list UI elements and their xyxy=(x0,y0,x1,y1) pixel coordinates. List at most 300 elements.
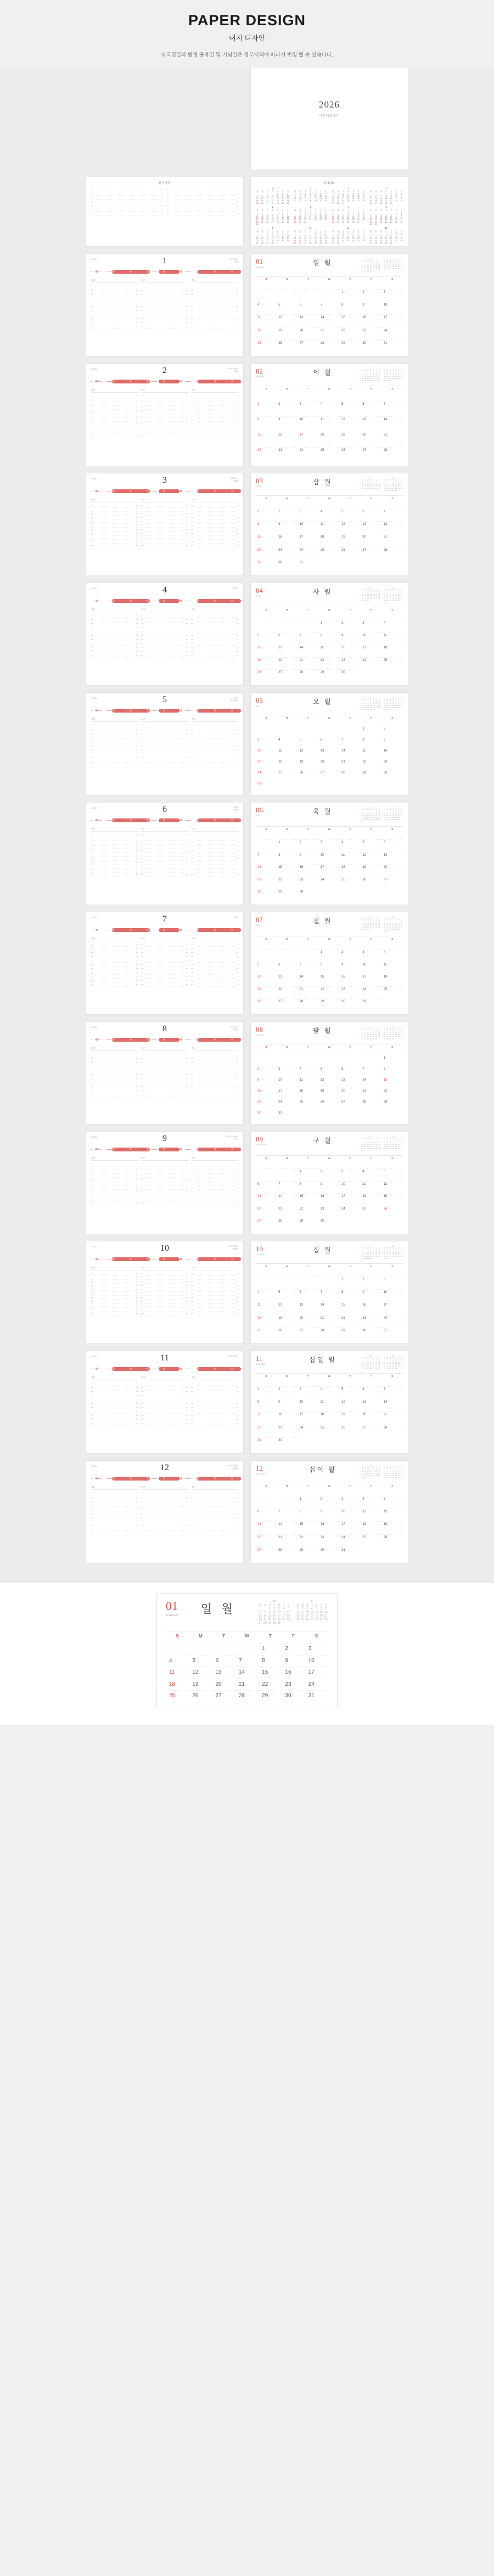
calendar-cell[interactable]: 24 xyxy=(382,1315,403,1327)
calendar-cell[interactable]: 1 xyxy=(340,1276,361,1289)
calendar-cell[interactable]: 23 xyxy=(298,877,319,889)
calendar-cell[interactable]: 9 xyxy=(319,1181,340,1194)
calendar-cell[interactable]: 28 xyxy=(382,547,403,560)
calendar-cell[interactable]: 16 xyxy=(298,864,319,877)
calendar-cell[interactable]: 16 xyxy=(277,1411,297,1424)
calendar-cell[interactable]: 21 xyxy=(382,1411,403,1424)
calendar-cell[interactable]: 19 xyxy=(277,327,297,340)
calendar-cell[interactable]: 19 xyxy=(319,1088,340,1099)
calendar-cell[interactable]: 20 xyxy=(361,1411,381,1424)
calendar-cell[interactable]: 31 xyxy=(361,998,381,1011)
calendar-cell[interactable]: 11 xyxy=(298,1077,319,1088)
calendar-cell[interactable]: 3 xyxy=(382,289,403,302)
calendar-cell[interactable]: 16 xyxy=(319,1193,340,1206)
calendar-cell[interactable]: 17 xyxy=(277,1088,297,1099)
calendar-cell[interactable]: 29 xyxy=(340,1327,361,1340)
calendar-cell[interactable]: 1 xyxy=(256,509,277,521)
calendar-cell[interactable]: 5 xyxy=(256,962,277,974)
calendar-cell[interactable]: 24 xyxy=(382,327,403,340)
calendar-cell[interactable]: 17 xyxy=(319,864,340,877)
calendar-cell[interactable]: 28 xyxy=(319,1327,340,1340)
calendar-cell[interactable]: 27 xyxy=(298,1327,319,1340)
calendar-cell[interactable]: 4 xyxy=(319,1386,340,1399)
calendar-cell[interactable]: 25 xyxy=(382,986,403,999)
calendar-cell[interactable]: 5 xyxy=(256,632,277,645)
calendar-cell[interactable]: 12 xyxy=(256,645,277,657)
calendar-cell[interactable]: 9 xyxy=(256,1077,277,1088)
calendar-cell[interactable]: 26 xyxy=(340,447,361,462)
calendar-cell[interactable]: 29 xyxy=(382,1099,403,1110)
calendar-cell[interactable]: 11 xyxy=(361,1181,381,1194)
calendar-cell[interactable]: 29 xyxy=(298,1547,319,1560)
calendar-cell[interactable]: 22 xyxy=(361,759,381,770)
calendar-cell[interactable]: 22 xyxy=(340,1315,361,1327)
calendar-cell[interactable]: 21 xyxy=(277,1206,297,1218)
calendar-cell[interactable]: 3 xyxy=(361,949,381,962)
calendar-cell[interactable]: 4 xyxy=(256,302,277,314)
calendar-cell[interactable]: 10 xyxy=(277,1077,297,1088)
calendar-cell[interactable]: 7 xyxy=(256,852,277,865)
calendar-cell[interactable]: 13 xyxy=(256,1193,277,1206)
calendar-cell[interactable]: 27 xyxy=(277,669,297,682)
calendar-cell[interactable]: 20 xyxy=(361,534,381,546)
calendar-cell[interactable]: 9 xyxy=(340,962,361,974)
calendar-cell[interactable]: 25 xyxy=(277,770,297,781)
calendar-cell[interactable]: 19 xyxy=(256,657,277,670)
calendar-cell[interactable]: 6 xyxy=(361,509,381,521)
calendar-cell[interactable]: 17 xyxy=(298,1411,319,1424)
calendar-cell[interactable]: 19 xyxy=(340,432,361,447)
calendar-cell[interactable]: 7 xyxy=(298,962,319,974)
calendar-cell[interactable]: 15 xyxy=(256,534,277,546)
calendar-cell[interactable]: 4 xyxy=(256,1289,277,1302)
calendar-cell[interactable]: 5 xyxy=(382,1496,403,1509)
calendar-cell[interactable]: 1 xyxy=(277,839,297,852)
calendar-cell[interactable]: 5 xyxy=(340,509,361,521)
calendar-cell[interactable]: 12 xyxy=(340,416,361,432)
calendar-cell[interactable]: 19 xyxy=(361,864,381,877)
calendar-cell[interactable]: 15 xyxy=(319,645,340,657)
calendar-cell[interactable]: 30 xyxy=(361,1327,381,1340)
calendar-cell[interactable]: 6 xyxy=(319,737,340,748)
calendar-cell[interactable]: 20 xyxy=(277,986,297,999)
calendar-cell[interactable]: 4 xyxy=(361,1496,381,1509)
calendar-cell[interactable]: 23 xyxy=(319,1206,340,1218)
calendar-cell[interactable]: 25 xyxy=(298,1099,319,1110)
calendar-cell[interactable]: 2 xyxy=(277,509,297,521)
calendar-cell[interactable]: 8 xyxy=(340,1289,361,1302)
calendar-cell[interactable]: 30 xyxy=(319,1547,340,1560)
enlarged-cell[interactable]: 22 xyxy=(259,1679,282,1691)
calendar-cell[interactable]: 21 xyxy=(382,432,403,447)
calendar-cell[interactable]: 27 xyxy=(277,998,297,1011)
calendar-cell[interactable]: 9 xyxy=(382,737,403,748)
calendar-cell[interactable]: 18 xyxy=(319,432,340,447)
calendar-cell[interactable]: 29 xyxy=(340,340,361,353)
calendar-cell[interactable]: 27 xyxy=(382,877,403,889)
calendar-cell[interactable]: 28 xyxy=(361,1099,381,1110)
calendar-cell[interactable]: 8 xyxy=(277,852,297,865)
calendar-cell[interactable]: 2 xyxy=(298,839,319,852)
enlarged-cell[interactable]: 30 xyxy=(282,1690,305,1702)
calendar-cell[interactable]: 27 xyxy=(361,1425,381,1437)
calendar-cell[interactable]: 22 xyxy=(382,1088,403,1099)
calendar-cell[interactable]: 8 xyxy=(256,416,277,432)
calendar-cell[interactable]: 3 xyxy=(382,1276,403,1289)
calendar-cell[interactable]: 6 xyxy=(382,839,403,852)
calendar-cell[interactable]: 16 xyxy=(361,314,381,327)
calendar-cell[interactable]: 2 xyxy=(319,1168,340,1181)
calendar-cell[interactable]: 27 xyxy=(256,1218,277,1230)
calendar-cell[interactable]: 27 xyxy=(256,1547,277,1560)
calendar-cell[interactable]: 15 xyxy=(256,432,277,447)
calendar-cell[interactable]: 12 xyxy=(382,1509,403,1521)
calendar-cell[interactable]: 30 xyxy=(340,998,361,1011)
calendar-cell[interactable]: 27 xyxy=(298,340,319,353)
calendar-cell[interactable]: 7 xyxy=(361,1066,381,1077)
calendar-cell[interactable]: 11 xyxy=(256,1302,277,1314)
calendar-cell[interactable]: 12 xyxy=(340,521,361,534)
calendar-cell[interactable]: 17 xyxy=(298,432,319,447)
calendar-cell[interactable]: 14 xyxy=(298,645,319,657)
calendar-cell[interactable]: 28 xyxy=(298,998,319,1011)
calendar-cell[interactable]: 29 xyxy=(361,770,381,781)
calendar-cell[interactable]: 8 xyxy=(382,1066,403,1077)
calendar-cell[interactable]: 21 xyxy=(361,1088,381,1099)
calendar-cell[interactable]: 9 xyxy=(340,632,361,645)
calendar-cell[interactable]: 28 xyxy=(256,889,277,901)
calendar-cell[interactable]: 19 xyxy=(340,534,361,546)
calendar-cell[interactable]: 26 xyxy=(340,547,361,560)
calendar-cell[interactable]: 19 xyxy=(382,1521,403,1534)
calendar-cell[interactable]: 20 xyxy=(256,1206,277,1218)
calendar-cell[interactable]: 13 xyxy=(361,416,381,432)
calendar-cell[interactable]: 15 xyxy=(256,1411,277,1424)
calendar-cell[interactable]: 7 xyxy=(277,1509,297,1521)
calendar-cell[interactable]: 5 xyxy=(340,1386,361,1399)
calendar-cell[interactable]: 3 xyxy=(340,1168,361,1181)
calendar-cell[interactable]: 17 xyxy=(361,645,381,657)
calendar-cell[interactable]: 22 xyxy=(340,327,361,340)
enlarged-cell[interactable]: 8 xyxy=(259,1655,282,1667)
calendar-cell[interactable]: 13 xyxy=(277,974,297,986)
calendar-cell[interactable]: 23 xyxy=(277,547,297,560)
calendar-cell[interactable]: 10 xyxy=(382,1289,403,1302)
calendar-cell[interactable]: 18 xyxy=(361,1193,381,1206)
calendar-cell[interactable]: 1 xyxy=(361,726,381,737)
calendar-cell[interactable]: 1 xyxy=(256,401,277,416)
calendar-cell[interactable]: 13 xyxy=(298,1302,319,1314)
calendar-cell[interactable]: 28 xyxy=(277,1547,297,1560)
calendar-cell[interactable]: 26 xyxy=(340,1425,361,1437)
calendar-cell[interactable]: 20 xyxy=(298,1315,319,1327)
calendar-cell[interactable]: 25 xyxy=(319,547,340,560)
calendar-cell[interactable]: 17 xyxy=(340,1521,361,1534)
calendar-cell[interactable]: 16 xyxy=(382,748,403,759)
calendar-cell[interactable]: 10 xyxy=(298,521,319,534)
calendar-cell[interactable]: 14 xyxy=(382,416,403,432)
calendar-cell[interactable]: 24 xyxy=(256,770,277,781)
calendar-cell[interactable]: 7 xyxy=(382,509,403,521)
calendar-cell[interactable]: 12 xyxy=(298,748,319,759)
enlarged-cell[interactable]: 21 xyxy=(235,1679,259,1691)
enlarged-cell[interactable]: 1 xyxy=(259,1643,282,1655)
calendar-cell[interactable]: 10 xyxy=(361,962,381,974)
calendar-cell[interactable]: 18 xyxy=(277,759,297,770)
calendar-cell[interactable]: 14 xyxy=(256,864,277,877)
calendar-cell[interactable]: 5 xyxy=(319,1066,340,1077)
calendar-cell[interactable]: 13 xyxy=(298,314,319,327)
enlarged-cell[interactable]: 23 xyxy=(282,1679,305,1691)
calendar-cell[interactable]: 15 xyxy=(298,1193,319,1206)
calendar-cell[interactable]: 15 xyxy=(382,1077,403,1088)
calendar-cell[interactable]: 25 xyxy=(361,1206,381,1218)
calendar-cell[interactable]: 1 xyxy=(319,949,340,962)
enlarged-cell[interactable]: 7 xyxy=(235,1655,259,1667)
calendar-cell[interactable]: 12 xyxy=(319,1077,340,1088)
calendar-cell[interactable]: 3 xyxy=(277,1066,297,1077)
calendar-cell[interactable]: 18 xyxy=(382,974,403,986)
calendar-cell[interactable]: 16 xyxy=(256,1088,277,1099)
calendar-cell[interactable]: 19 xyxy=(256,986,277,999)
enlarged-cell[interactable]: 2 xyxy=(282,1643,305,1655)
calendar-cell[interactable]: 14 xyxy=(340,748,361,759)
calendar-cell[interactable]: 4 xyxy=(277,737,297,748)
calendar-cell[interactable]: 8 xyxy=(256,1399,277,1411)
calendar-cell[interactable]: 26 xyxy=(361,877,381,889)
calendar-cell[interactable]: 12 xyxy=(256,974,277,986)
calendar-cell[interactable]: 9 xyxy=(361,1289,381,1302)
calendar-cell[interactable]: 8 xyxy=(340,302,361,314)
calendar-cell[interactable]: 12 xyxy=(277,314,297,327)
calendar-cell[interactable]: 20 xyxy=(298,327,319,340)
calendar-cell[interactable]: 8 xyxy=(298,1181,319,1194)
calendar-cell[interactable]: 28 xyxy=(319,340,340,353)
enlarged-cell[interactable]: 26 xyxy=(189,1690,212,1702)
calendar-cell[interactable]: 12 xyxy=(340,1399,361,1411)
calendar-cell[interactable]: 2 xyxy=(256,1066,277,1077)
calendar-cell[interactable]: 28 xyxy=(340,770,361,781)
calendar-cell[interactable]: 11 xyxy=(382,632,403,645)
calendar-cell[interactable]: 8 xyxy=(361,737,381,748)
calendar-cell[interactable]: 20 xyxy=(319,759,340,770)
calendar-cell[interactable]: 30 xyxy=(277,560,297,572)
calendar-cell[interactable]: 16 xyxy=(277,534,297,546)
calendar-cell[interactable]: 5 xyxy=(298,737,319,748)
calendar-cell[interactable]: 30 xyxy=(382,770,403,781)
calendar-cell[interactable]: 4 xyxy=(361,1168,381,1181)
calendar-cell[interactable]: 7 xyxy=(382,1386,403,1399)
calendar-cell[interactable]: 27 xyxy=(361,547,381,560)
calendar-cell[interactable]: 2 xyxy=(361,1276,381,1289)
calendar-cell[interactable]: 21 xyxy=(277,1534,297,1547)
calendar-cell[interactable]: 1 xyxy=(340,289,361,302)
enlarged-cell[interactable]: 20 xyxy=(212,1679,235,1691)
calendar-cell[interactable]: 18 xyxy=(256,327,277,340)
calendar-cell[interactable]: 11 xyxy=(256,314,277,327)
calendar-cell[interactable]: 19 xyxy=(340,1411,361,1424)
enlarged-cell[interactable]: 4 xyxy=(166,1655,189,1667)
calendar-cell[interactable]: 22 xyxy=(319,986,340,999)
calendar-cell[interactable]: 21 xyxy=(298,986,319,999)
calendar-cell[interactable]: 4 xyxy=(382,949,403,962)
calendar-cell[interactable]: 9 xyxy=(298,852,319,865)
enlarged-cell[interactable]: 12 xyxy=(189,1667,212,1679)
calendar-cell[interactable]: 5 xyxy=(277,302,297,314)
calendar-cell[interactable]: 23 xyxy=(361,327,381,340)
calendar-cell[interactable]: 6 xyxy=(256,1509,277,1521)
calendar-cell[interactable]: 23 xyxy=(382,759,403,770)
calendar-cell[interactable]: 20 xyxy=(277,657,297,670)
calendar-cell[interactable]: 22 xyxy=(256,447,277,462)
calendar-cell[interactable]: 23 xyxy=(340,657,361,670)
calendar-cell[interactable]: 19 xyxy=(298,759,319,770)
calendar-cell[interactable]: 17 xyxy=(298,534,319,546)
calendar-cell[interactable]: 9 xyxy=(277,416,297,432)
calendar-cell[interactable]: 24 xyxy=(361,657,381,670)
calendar-cell[interactable]: 23 xyxy=(256,1099,277,1110)
calendar-cell[interactable]: 10 xyxy=(382,302,403,314)
calendar-cell[interactable]: 14 xyxy=(361,1077,381,1088)
calendar-cell[interactable]: 20 xyxy=(256,1534,277,1547)
calendar-cell[interactable]: 2 xyxy=(277,1386,297,1399)
calendar-cell[interactable]: 27 xyxy=(340,1099,361,1110)
calendar-cell[interactable]: 6 xyxy=(256,1181,277,1194)
calendar-cell[interactable]: 7 xyxy=(340,737,361,748)
calendar-cell[interactable]: 3 xyxy=(298,1386,319,1399)
enlarged-cell[interactable]: 5 xyxy=(189,1655,212,1667)
calendar-cell[interactable]: 1 xyxy=(382,1055,403,1066)
calendar-cell[interactable]: 28 xyxy=(382,447,403,462)
calendar-cell[interactable]: 4 xyxy=(319,401,340,416)
calendar-cell[interactable]: 20 xyxy=(340,1088,361,1099)
calendar-cell[interactable]: 2 xyxy=(340,949,361,962)
calendar-cell[interactable]: 15 xyxy=(340,1302,361,1314)
calendar-cell[interactable]: 13 xyxy=(361,1399,381,1411)
calendar-cell[interactable]: 31 xyxy=(382,340,403,353)
enlarged-cell[interactable]: 9 xyxy=(282,1655,305,1667)
calendar-cell[interactable]: 1 xyxy=(298,1496,319,1509)
calendar-cell[interactable]: 8 xyxy=(319,962,340,974)
calendar-cell[interactable]: 6 xyxy=(298,302,319,314)
calendar-cell[interactable]: 2 xyxy=(277,401,297,416)
calendar-cell[interactable]: 3 xyxy=(340,1496,361,1509)
calendar-cell[interactable]: 26 xyxy=(277,340,297,353)
calendar-cell[interactable]: 29 xyxy=(277,889,297,901)
calendar-cell[interactable]: 21 xyxy=(298,657,319,670)
calendar-cell[interactable]: 29 xyxy=(319,998,340,1011)
calendar-cell[interactable]: 10 xyxy=(361,632,381,645)
calendar-cell[interactable]: 12 xyxy=(361,852,381,865)
calendar-cell[interactable]: 30 xyxy=(361,340,381,353)
calendar-cell[interactable]: 18 xyxy=(319,1411,340,1424)
calendar-cell[interactable]: 18 xyxy=(319,534,340,546)
enlarged-cell[interactable]: 14 xyxy=(235,1667,259,1679)
calendar-cell[interactable]: 26 xyxy=(256,669,277,682)
calendar-cell[interactable]: 30 xyxy=(277,1437,297,1450)
calendar-cell[interactable]: 6 xyxy=(298,1289,319,1302)
calendar-cell[interactable]: 25 xyxy=(382,657,403,670)
calendar-cell[interactable]: 21 xyxy=(382,534,403,546)
calendar-cell[interactable]: 3 xyxy=(298,401,319,416)
calendar-cell[interactable]: 2 xyxy=(319,1496,340,1509)
calendar-cell[interactable]: 3 xyxy=(256,737,277,748)
calendar-cell[interactable]: 23 xyxy=(319,1534,340,1547)
calendar-cell[interactable]: 25 xyxy=(256,1327,277,1340)
enlarged-cell[interactable]: 19 xyxy=(189,1679,212,1691)
calendar-cell[interactable]: 26 xyxy=(256,998,277,1011)
calendar-cell[interactable]: 20 xyxy=(382,864,403,877)
calendar-cell[interactable]: 9 xyxy=(277,521,297,534)
calendar-cell[interactable]: 24 xyxy=(298,547,319,560)
calendar-cell[interactable]: 23 xyxy=(361,1315,381,1327)
calendar-cell[interactable]: 7 xyxy=(319,302,340,314)
calendar-cell[interactable]: 25 xyxy=(319,1425,340,1437)
calendar-cell[interactable]: 11 xyxy=(382,962,403,974)
enlarged-cell[interactable]: 16 xyxy=(282,1667,305,1679)
calendar-cell[interactable]: 18 xyxy=(340,864,361,877)
calendar-cell[interactable]: 3 xyxy=(361,620,381,632)
calendar-cell[interactable]: 1 xyxy=(298,1168,319,1181)
calendar-cell[interactable]: 8 xyxy=(319,632,340,645)
calendar-cell[interactable]: 31 xyxy=(298,560,319,572)
calendar-cell[interactable]: 22 xyxy=(298,1206,319,1218)
enlarged-cell[interactable]: 18 xyxy=(166,1679,189,1691)
calendar-cell[interactable]: 24 xyxy=(340,1534,361,1547)
calendar-cell[interactable]: 17 xyxy=(382,1302,403,1314)
calendar-cell[interactable]: 16 xyxy=(361,1302,381,1314)
calendar-cell[interactable]: 29 xyxy=(298,1218,319,1230)
calendar-cell[interactable]: 6 xyxy=(361,401,381,416)
calendar-cell[interactable]: 11 xyxy=(319,521,340,534)
calendar-cell[interactable]: 18 xyxy=(256,1315,277,1327)
calendar-cell[interactable]: 9 xyxy=(277,1399,297,1411)
calendar-cell[interactable]: 14 xyxy=(319,314,340,327)
calendar-cell[interactable]: 26 xyxy=(277,1327,297,1340)
calendar-cell[interactable]: 30 xyxy=(319,1218,340,1230)
calendar-cell[interactable]: 31 xyxy=(340,1547,361,1560)
calendar-cell[interactable]: 5 xyxy=(340,401,361,416)
calendar-cell[interactable]: 15 xyxy=(319,974,340,986)
calendar-cell[interactable]: 26 xyxy=(382,1206,403,1218)
calendar-cell[interactable]: 31 xyxy=(256,781,277,792)
enlarged-cell[interactable]: 29 xyxy=(259,1690,282,1702)
calendar-cell[interactable]: 27 xyxy=(361,447,381,462)
calendar-cell[interactable]: 7 xyxy=(382,401,403,416)
calendar-cell[interactable]: 6 xyxy=(340,1066,361,1077)
calendar-cell[interactable]: 25 xyxy=(340,877,361,889)
calendar-cell[interactable]: 7 xyxy=(298,632,319,645)
calendar-cell[interactable]: 8 xyxy=(298,1509,319,1521)
calendar-cell[interactable]: 12 xyxy=(277,1302,297,1314)
calendar-cell[interactable]: 11 xyxy=(340,852,361,865)
calendar-cell[interactable]: 18 xyxy=(298,1088,319,1099)
calendar-cell[interactable]: 22 xyxy=(319,657,340,670)
calendar-cell[interactable]: 29 xyxy=(256,1437,277,1450)
calendar-cell[interactable]: 13 xyxy=(382,852,403,865)
calendar-cell[interactable]: 17 xyxy=(340,1193,361,1206)
enlarged-cell[interactable]: 11 xyxy=(166,1667,189,1679)
calendar-cell[interactable]: 15 xyxy=(277,864,297,877)
enlarged-cell[interactable]: 28 xyxy=(235,1690,259,1702)
enlarged-cell[interactable]: 6 xyxy=(212,1655,235,1667)
calendar-cell[interactable]: 2 xyxy=(361,289,381,302)
calendar-cell[interactable]: 7 xyxy=(277,1181,297,1194)
calendar-cell[interactable]: 2 xyxy=(382,726,403,737)
enlarged-cell[interactable]: 31 xyxy=(305,1690,328,1702)
calendar-cell[interactable]: 16 xyxy=(319,1521,340,1534)
calendar-cell[interactable]: 21 xyxy=(256,877,277,889)
